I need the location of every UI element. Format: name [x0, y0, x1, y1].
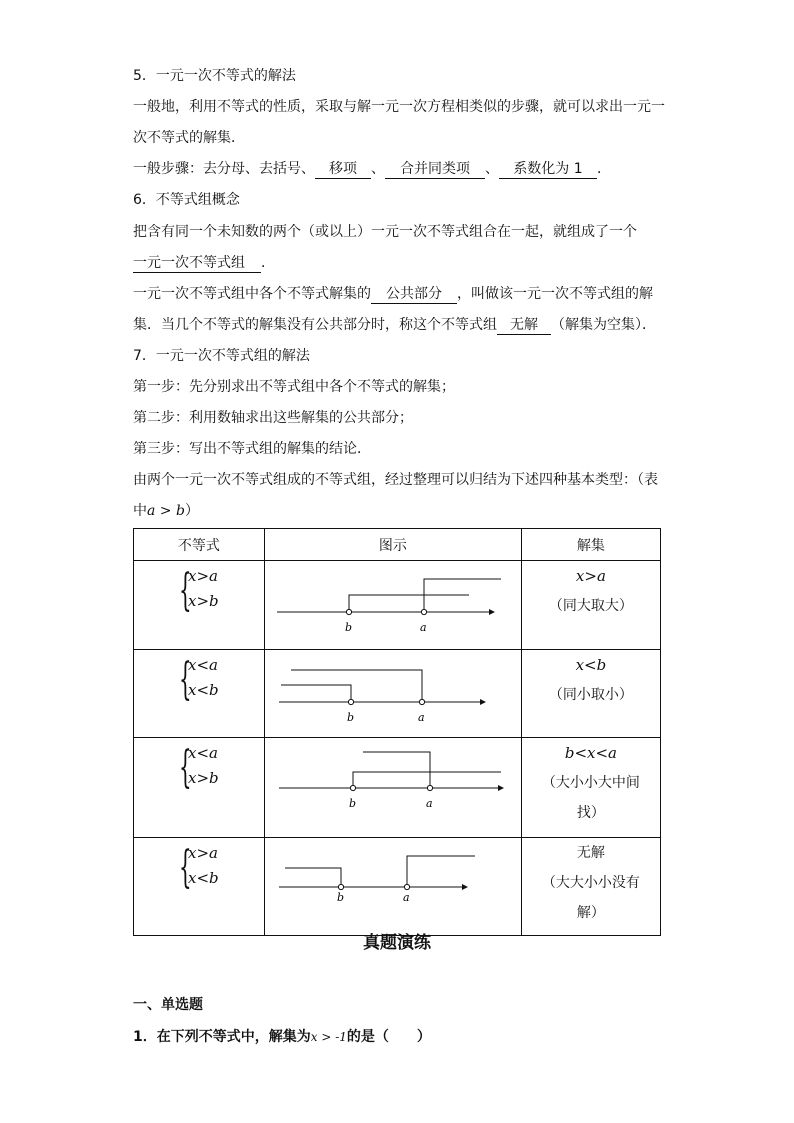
inequality-1: x>a [188, 567, 218, 585]
open-circle-a [427, 785, 432, 790]
inequality-types-table [133, 528, 661, 936]
open-circle-a [421, 609, 426, 614]
section-6-heading: 6．不等式组概念 [133, 192, 240, 208]
label-a: a [417, 711, 425, 724]
table-row [134, 561, 661, 650]
text: 一元一次不等式组中各个不等式解集的 [133, 286, 371, 302]
section-5-para-line2: 次不等式的解集． [133, 130, 245, 146]
number-line-diagram [265, 738, 521, 833]
solution-note-1: （大大小小没有 [541, 875, 640, 891]
math-a-gt-b: a > b [147, 503, 185, 519]
step-3: 第三步：写出不等式组的解集的结论． [133, 441, 371, 457]
text: （解集为空集）． [551, 317, 656, 333]
inequality-2: x<b [188, 681, 219, 699]
question-1 [133, 1027, 431, 1047]
solution-note-1: （大小小大中间 [541, 775, 640, 791]
header-inequality: 不等式 [134, 529, 265, 561]
section-6-para-line3 [133, 284, 653, 304]
brace: { [179, 654, 192, 705]
four-types-intro-line1: 由两个一元一次不等式组成的不等式组，经过整理可以归结为下述四种基本类型：（表 [133, 472, 658, 488]
inequality-2: x>b [188, 769, 219, 787]
label-b: b [346, 711, 354, 724]
solution-note-2: 找） [576, 805, 605, 821]
step-2: 第二步：利用数轴求出这些解集的公共部分； [133, 410, 413, 426]
section-6-para-line4 [133, 315, 656, 335]
open-circle-a [404, 884, 409, 889]
solution: b<x<a [564, 744, 617, 762]
inequality-1: x<a [188, 744, 218, 762]
number-line-diagram [265, 838, 521, 931]
brace: { [179, 842, 192, 893]
solution: x>a [575, 567, 606, 585]
text: 1．在下列不等式中，解集为 [133, 1029, 311, 1045]
inequality-1: x<a [188, 656, 218, 674]
brace: { [179, 742, 192, 793]
section-6-para-line2 [133, 253, 275, 273]
open-circle-b [346, 609, 351, 614]
section-7-heading: 7．一元一次不等式组的解法 [133, 348, 310, 364]
table-row [134, 650, 661, 738]
table-row [134, 738, 661, 838]
label-a: a [419, 621, 427, 634]
section-6-para-line1: 把含有同一个未知数的两个（或以上）一元一次不等式组合在一起，就组成了一个 [133, 224, 637, 240]
page-title: 真题演练 [363, 933, 431, 953]
open-circle-a [419, 699, 424, 704]
solution: x<b [575, 656, 607, 674]
header-diagram: 图示 [264, 529, 521, 561]
inequality-2: x>b [188, 592, 219, 610]
blank-inequality-system: 一元一次不等式组 [133, 255, 261, 273]
table-row [134, 838, 661, 936]
section-5-heading: 5．一元一次不等式的解法 [133, 68, 296, 84]
period: ． [597, 161, 611, 177]
blank-no-solution: 无解 [497, 317, 551, 335]
text: 集．当几个不等式的解集没有公共部分时，称这个不等式组 [133, 317, 497, 333]
number-line-diagram [265, 650, 521, 733]
open-circle-b [348, 699, 353, 704]
blank-common-part: 公共部分 [371, 286, 457, 304]
four-types-intro-line2 [133, 501, 199, 521]
brace: { [179, 565, 192, 616]
header-solution-set: 解集 [521, 529, 660, 561]
math-x-gt-minus-1: x > -1 [310, 1030, 347, 1044]
text: 的是（ ） [346, 1029, 431, 1045]
label-a: a [402, 891, 410, 904]
blank-move-terms: 移项 [315, 161, 371, 179]
text: 中 [133, 503, 147, 519]
blank-coefficient-one: 系数化为 1 [499, 161, 597, 179]
text: ，叫做该一元一次不等式组的解 [457, 286, 653, 302]
solution-note: （同小取小） [548, 687, 633, 703]
general-steps [133, 159, 611, 179]
blank-combine-like-terms: 合并同类项 [385, 161, 485, 179]
open-circle-b [350, 785, 355, 790]
open-circle-b [338, 884, 343, 889]
solution-note: （同大取大） [548, 598, 633, 614]
sep: 、 [371, 161, 385, 177]
sep: 、 [485, 161, 499, 177]
period: ． [261, 255, 275, 271]
solution: 无解 [576, 845, 605, 861]
section-5-para-line1: 一般地，利用不等式的性质，采取与解一元一次方程相类似的步骤，就可以求出一元一 [133, 99, 665, 115]
step-1: 第一步：先分别求出不等式组中各个不等式的解集； [133, 379, 455, 395]
inequality-1: x>a [188, 844, 218, 862]
label-a: a [425, 797, 433, 810]
inequality-2: x<b [188, 869, 219, 887]
label-b: b [344, 621, 352, 634]
label-b: b [348, 797, 356, 810]
number-line-diagram [265, 561, 521, 645]
label-b: b [336, 891, 344, 904]
steps-label: 一般步骤：去分母、去括号、 [133, 161, 315, 177]
solution-note-2: 解） [576, 905, 605, 921]
text: ） [184, 503, 199, 519]
section-heading-single-choice: 一、单选题 [133, 997, 203, 1013]
